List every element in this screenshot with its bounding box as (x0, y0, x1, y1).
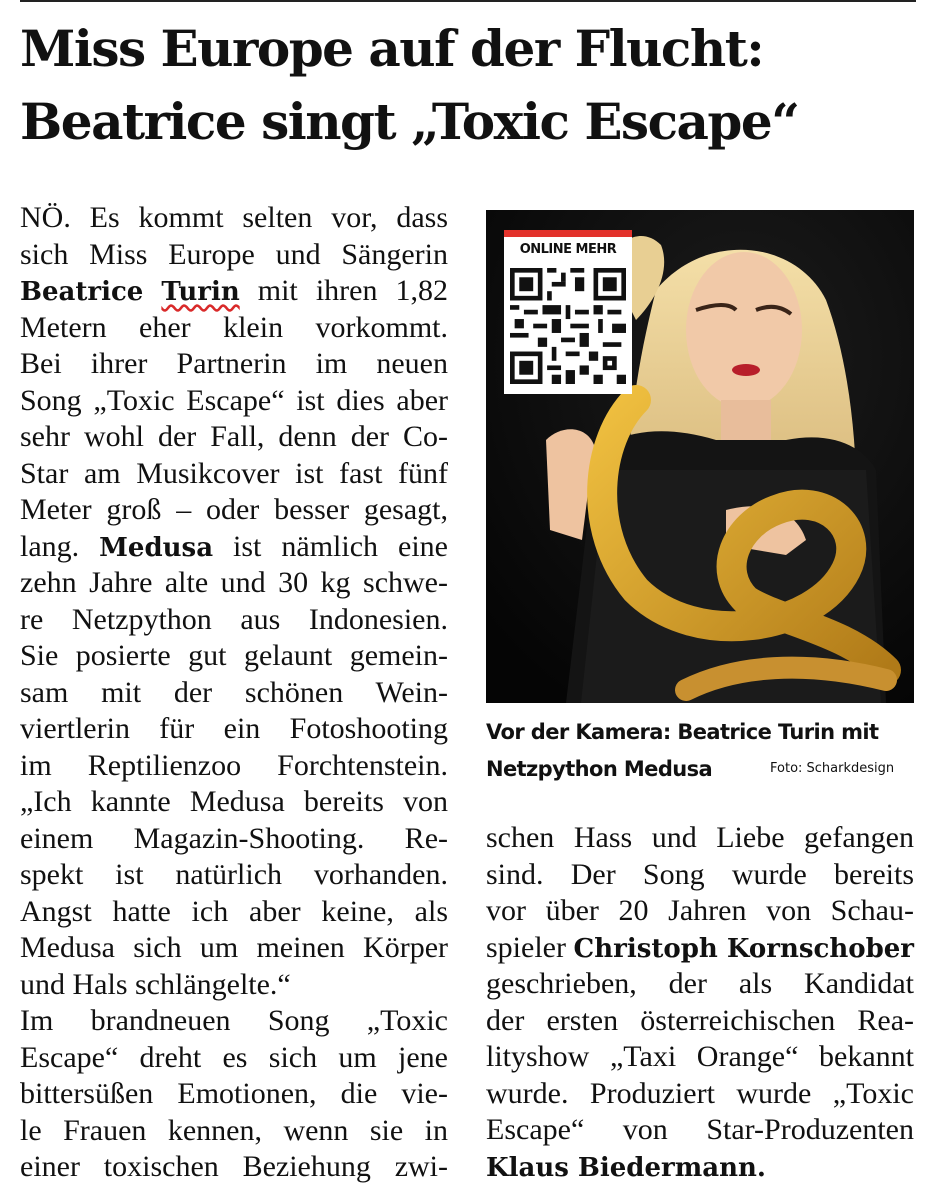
text-line: Song „Toxic Escape“ ist dies aber (20, 383, 448, 417)
text-line (20, 529, 448, 566)
text-line: spekt ist natürlich vorhanden. (20, 858, 448, 891)
text-line: Im brandneuen Song „Toxic (20, 1004, 448, 1037)
text-line: re Netzpython aus Indonesien. (20, 602, 448, 636)
text-line: einer toxischen Beziehung zwi- (20, 1150, 448, 1183)
text-line: sich Miss Europe und Sängerin (20, 237, 448, 271)
text-line: wurde. Produziert wurde „Toxic (486, 1076, 914, 1110)
text-line: schen Hass und Liebe gefangen (486, 821, 914, 854)
text-fragment: mit ihren 1,82 (257, 274, 448, 307)
text-line: sehr wohl der Fall, denn der Co- (20, 420, 448, 453)
photo-credit: Foto: Scharkdesign (770, 761, 895, 776)
text-fragment: lang. (20, 529, 80, 563)
text-line: viertlerin für ein Fotoshooting (20, 712, 448, 745)
text-line: Bei ihrer Partnerin im neuen (20, 347, 448, 380)
text-line: und Hals schlängelte.“ (20, 967, 291, 1001)
text-line: Metern eher klein vorkommt. (20, 310, 448, 344)
qr-accent-bar (504, 230, 632, 237)
text-line: NÖ. Es kommt selten vor, dass (20, 201, 448, 234)
text-line: sind. Der Song wurde bereits (486, 857, 914, 891)
text-line: einem Magazin-Shooting. Re- (20, 821, 448, 855)
text-line: Meter groß – oder besser gesagt, (20, 493, 448, 526)
text-line (20, 273, 448, 310)
right-text-column (486, 820, 914, 1185)
qr-label: ONLINE MEHR (519, 242, 617, 257)
photo-caption (486, 714, 916, 788)
top-rule (20, 0, 916, 2)
text-line: bittersüßen Emotionen, die vie- (20, 1077, 448, 1110)
qr-code-icon[interactable] (510, 268, 626, 384)
text-line: Star am Musikcover ist fast fünf (20, 456, 448, 490)
text-line: lityshow „Taxi Orange“ bekannt (486, 1040, 914, 1073)
text-line: Escape“ dreht es sich um jene (20, 1040, 448, 1074)
text-line: Sie posierte gut gelaunt gemein- (20, 639, 448, 672)
qr-code-box[interactable] (504, 230, 632, 394)
text-line: Escape“ von Star-Produzenten (486, 1113, 914, 1146)
caption-line-1: Vor der Kamera: Beatrice Turin mit (486, 720, 879, 744)
person-name: Klaus Biedermann. (486, 1152, 766, 1183)
snake-name: Medusa (99, 532, 214, 563)
text-line: Medusa sich um meinen Körper (20, 931, 448, 964)
text-line: le Frauen kennen, wenn sie in (20, 1113, 448, 1147)
person-name: Christoph Kornschober (573, 933, 914, 964)
person-name-last: Turin (161, 277, 240, 307)
text-line: Angst hatte ich aber keine, als (20, 894, 448, 928)
headline-line-2: Beatrice singt „Toxic Escape“ (20, 92, 799, 151)
text-line: „Ich kannte Medusa bereits von (20, 785, 448, 818)
text-line: im Reptilienzoo Forchtenstein. (20, 748, 448, 782)
text-line (486, 930, 914, 967)
article-headline (20, 12, 920, 158)
person-name-first: Beatrice (20, 277, 144, 307)
text-line: geschrieben, der als Kandidat (486, 967, 914, 1000)
text-fragment: ist nämlich eine (233, 529, 448, 563)
caption-line-2: Netzpython Medusa (486, 757, 713, 781)
text-line: vor über 20 Jahren von Schau- (486, 894, 914, 927)
text-fragment: spieler (486, 930, 566, 964)
left-text-column (20, 200, 448, 1186)
text-line: sam mit der schönen Wein- (20, 675, 448, 709)
text-line: zehn Jahre alte und 30 kg schwe- (20, 566, 448, 599)
headline-line-1: Miss Europe auf der Flucht: (20, 19, 764, 78)
text-line (486, 1149, 914, 1186)
text-line: der ersten österreichischen Rea- (486, 1003, 914, 1037)
